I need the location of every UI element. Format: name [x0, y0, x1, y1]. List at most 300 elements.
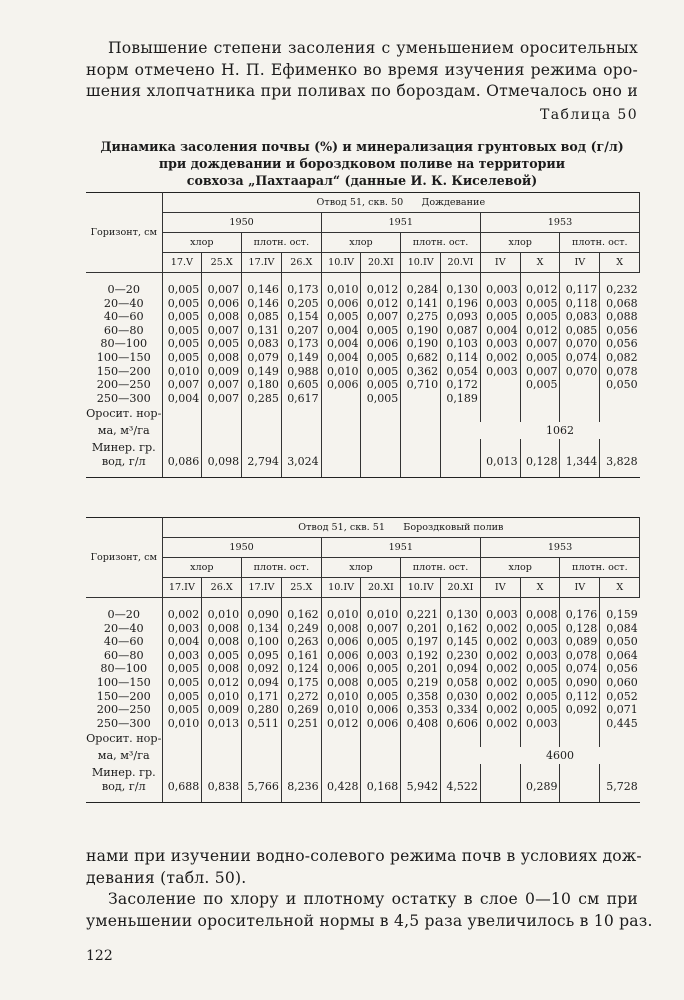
table-cell: 0,056	[600, 324, 640, 338]
table-cell: 0,009	[202, 365, 242, 379]
mineral-label-2: вод, г/л	[86, 780, 162, 803]
table-cell: 0,064	[600, 649, 640, 663]
table-cell: 0,003	[480, 365, 520, 379]
table-cell: 0,005	[520, 690, 560, 704]
table-cell: 0,682	[401, 351, 441, 365]
mineral-cell	[361, 455, 401, 478]
irrigation-row-2	[86, 747, 640, 764]
table-cell: 0,201	[401, 622, 441, 636]
date-header: 20.XI	[361, 578, 401, 598]
mineral-cell: 0,289	[520, 780, 560, 803]
table-cell: 0,207	[281, 324, 321, 338]
table-cell: 0,190	[401, 324, 441, 338]
table-cell: 0,010	[202, 690, 242, 704]
site-label: Отвод 51, скв. 51	[298, 522, 385, 533]
table-furrow	[86, 517, 640, 803]
date-header: 10.IV	[401, 578, 441, 598]
table-cell: 0,005	[162, 297, 202, 311]
table-cell	[480, 392, 520, 406]
table-cell	[600, 392, 640, 406]
horizon-label: 40—60	[103, 310, 144, 324]
table-cell: 0,005	[520, 662, 560, 676]
group-header: хлор	[162, 558, 242, 578]
table-cell: 0,008	[202, 635, 242, 649]
table-row	[86, 392, 640, 406]
table-cell: 0,056	[600, 337, 640, 351]
table-cell: 0,196	[441, 297, 481, 311]
table-cell: 0,006	[321, 297, 361, 311]
date-header: 17.V	[162, 253, 202, 273]
table-cell: 0,007	[202, 324, 242, 338]
table-cell: 0,002	[480, 622, 520, 636]
table-cell: 0,249	[281, 622, 321, 636]
table-cell: 0,058	[441, 676, 481, 690]
table-cell: 0,068	[600, 297, 640, 311]
table-cell: 0,130	[441, 283, 481, 297]
table-cell: 0,146	[242, 297, 282, 311]
table-cell: 0,173	[281, 337, 321, 351]
group-header: хлор	[321, 558, 401, 578]
date-header: IV	[560, 253, 600, 273]
table-cell: 0,005	[520, 378, 560, 392]
horizon-label: 200—250	[96, 703, 151, 717]
irrigation-label: Оросит. нор-	[86, 407, 162, 421]
mineral-label: Минер. гр.	[91, 440, 156, 454]
horizon-label: 20—40	[103, 296, 144, 310]
table-cell: 0,005	[162, 310, 202, 324]
table-cell: 0,083	[560, 310, 600, 324]
table-cell: 0,134	[242, 622, 282, 636]
date-header: 17.IV	[242, 578, 282, 598]
method-label: Бороздковый полив	[403, 522, 504, 533]
mineral-cell: 0,688	[162, 780, 202, 803]
irrigation-label: Оросит. нор-	[86, 732, 162, 746]
table-cell: 0,005	[361, 635, 401, 649]
table-cell: 0,003	[162, 622, 202, 636]
table-cell: 0,141	[401, 297, 441, 311]
table-cell: 0,128	[560, 622, 600, 636]
mineral-cell: 4,522	[441, 780, 481, 803]
table-cell: 0,005	[361, 676, 401, 690]
mineral-row-2	[86, 455, 640, 478]
table-cell: 0,093	[441, 310, 481, 324]
table-cell: 0,012	[520, 283, 560, 297]
mineral-cell: 0,838	[202, 780, 242, 803]
table-cell: 0,005	[361, 392, 401, 406]
table-cell: 0,090	[560, 676, 600, 690]
horizon-label: 100—150	[96, 675, 151, 689]
mineral-cell: 5,766	[242, 780, 282, 803]
table-cell: 0,082	[600, 351, 640, 365]
table-cell: 0,070	[560, 365, 600, 379]
date-header: 26.X	[202, 578, 242, 598]
group-header: плотн. ост.	[401, 558, 481, 578]
table-cell: 0,002	[162, 608, 202, 622]
table-cell: 0,175	[281, 676, 321, 690]
table-cell: 0,005	[162, 283, 202, 297]
caption-line: при дождевании и бороздковом поливе на территории	[158, 156, 566, 171]
year-header: 1950	[162, 538, 321, 558]
table-cell: 0,005	[361, 690, 401, 704]
table-cell: 0,070	[560, 337, 600, 351]
table-cell: 0,005	[520, 310, 560, 324]
date-header: 25.X	[281, 578, 321, 598]
table-cell: 0,004	[321, 324, 361, 338]
method-label: Дождевание	[421, 197, 486, 208]
group-header: хлор	[480, 233, 560, 253]
table-cell: 0,130	[441, 608, 481, 622]
table-cell: 0,002	[480, 676, 520, 690]
horizon-label: 0—20	[107, 283, 141, 296]
table-cell: 0,275	[401, 310, 441, 324]
table-row	[86, 649, 640, 663]
mineral-row	[86, 439, 640, 455]
horizon-label: 80—100	[100, 337, 148, 351]
table-cell: 0,005	[162, 690, 202, 704]
table-cell: 0,221	[401, 608, 441, 622]
table-cell: 0,006	[321, 662, 361, 676]
table-cell: 0,002	[480, 635, 520, 649]
table-cell: 0,060	[600, 676, 640, 690]
table-cell: 0,005	[321, 310, 361, 324]
mineral-cell: 3,828	[600, 455, 640, 478]
mineral-cell: 2,794	[242, 455, 282, 478]
table-cell: 0,012	[361, 297, 401, 311]
table-row	[86, 703, 640, 717]
table-cell: 0,002	[480, 717, 520, 731]
table-cell: 0,005	[361, 324, 401, 338]
paragraph-bottom	[86, 846, 642, 889]
date-header: X	[520, 253, 560, 273]
date-header: 25.X	[202, 253, 242, 273]
table-cell: 0,149	[242, 365, 282, 379]
table-cell: 0,003	[520, 717, 560, 731]
table-cell	[560, 378, 600, 392]
table-cell: 0,008	[520, 608, 560, 622]
table-row	[86, 608, 640, 622]
table-cell: 0,006	[361, 337, 401, 351]
table-cell	[401, 392, 441, 406]
table-row	[86, 324, 640, 338]
mineral-row-2	[86, 780, 640, 803]
text-line: уменьшении оросительной нормы в 4,5 раза увеличилось в 10 раз.	[86, 911, 653, 930]
table-cell: 0,007	[520, 365, 560, 379]
table-row	[86, 337, 640, 351]
table-cell: 0,004	[321, 337, 361, 351]
table-cell: 0,007	[520, 337, 560, 351]
table-cell: 0,006	[321, 635, 361, 649]
table-row	[86, 676, 640, 690]
date-header: IV	[480, 578, 520, 598]
table-cell: 0,334	[441, 703, 481, 717]
table-cell: 0,005	[520, 703, 560, 717]
table-cell: 0,005	[162, 703, 202, 717]
table-cell: 0,005	[162, 662, 202, 676]
horizon-label: 100—150	[96, 350, 151, 364]
table-cell: 0,085	[242, 310, 282, 324]
group-header: плотн. ост.	[401, 233, 481, 253]
table-cell: 0,112	[560, 690, 600, 704]
mineral-cell	[441, 455, 481, 478]
table-cell: 0,003	[520, 649, 560, 663]
date-header: 20.XI	[441, 578, 481, 598]
text-line: Засоление по хлору и плотному остатку в слое 0—10 см при	[108, 890, 638, 908]
table-cell: 0,002	[480, 351, 520, 365]
caption-line: Динамика засоления почвы (%) и минерализация грунтовых вод (г/л)	[100, 139, 624, 154]
table-cell: 0,005	[361, 351, 401, 365]
table-cell: 0,087	[441, 324, 481, 338]
table-cell: 0,263	[281, 635, 321, 649]
mineral-label: Минер. гр.	[91, 765, 156, 779]
date-header: 17.IV	[162, 578, 202, 598]
table-cell: 0,010	[361, 608, 401, 622]
caption-line: совхоза „Пахтаарал“ (данные И. К. Киселевой)	[186, 173, 538, 188]
table-cell: 0,010	[321, 365, 361, 379]
table-cell: 0,092	[242, 662, 282, 676]
table-cell: 0,012	[202, 676, 242, 690]
paragraph-top	[86, 38, 638, 103]
table-cell: 0,272	[281, 690, 321, 704]
table-row	[86, 283, 640, 297]
table-cell: 0,010	[321, 608, 361, 622]
table-cell: 0,004	[480, 324, 520, 338]
table-cell: 0,145	[441, 635, 481, 649]
table-cell: 0,006	[361, 703, 401, 717]
table-cell: 0,180	[242, 378, 282, 392]
table-cell: 0,003	[520, 635, 560, 649]
table-row	[86, 310, 640, 324]
table-cell: 0,010	[321, 703, 361, 717]
table-cell: 0,050	[600, 635, 640, 649]
table-cell: 0,008	[321, 622, 361, 636]
horizon-header: Горизонт, см	[86, 193, 162, 273]
table-row	[86, 717, 640, 731]
table-cell: 0,004	[162, 635, 202, 649]
table-cell: 0,005	[520, 622, 560, 636]
site-label: Отвод 51, скв. 50	[316, 197, 404, 208]
table-cell: 0,083	[242, 337, 282, 351]
table-cell: 0,088	[600, 310, 640, 324]
table-cell: 0,251	[281, 717, 321, 731]
table-cell: 0,988	[281, 365, 321, 379]
date-header: X	[600, 578, 640, 598]
horizon-label: 0—20	[107, 608, 141, 621]
mineral-cell	[401, 455, 441, 478]
table-cell: 0,054	[441, 365, 481, 379]
group-header: плотн. ост.	[242, 558, 322, 578]
table-cell: 0,007	[361, 622, 401, 636]
group-header: хлор	[480, 558, 560, 578]
year-header: 1950	[162, 213, 321, 233]
table-cell: 0,010	[162, 717, 202, 731]
mineral-cell: 5,942	[401, 780, 441, 803]
date-header: IV	[560, 578, 600, 598]
table-cell: 0,007	[202, 392, 242, 406]
mineral-cell: 0,086	[162, 455, 202, 478]
table-cell: 0,007	[361, 310, 401, 324]
table-cell: 0,074	[560, 662, 600, 676]
table-cell: 0,004	[162, 392, 202, 406]
table-cell: 0,003	[480, 297, 520, 311]
table-cell: 0,012	[361, 283, 401, 297]
horizon-label: 20—40	[103, 621, 144, 635]
table-cell: 0,010	[321, 283, 361, 297]
table-cell: 0,162	[441, 622, 481, 636]
table-cell: 0,189	[441, 392, 481, 406]
table-cell	[520, 392, 560, 406]
date-header: 20.XI	[361, 253, 401, 273]
table-cell: 0,005	[202, 649, 242, 663]
table-cell: 0,094	[441, 662, 481, 676]
table-row	[86, 622, 640, 636]
table-cell: 0,004	[321, 351, 361, 365]
table-cell: 0,176	[560, 608, 600, 622]
irrigation-value: 4600	[545, 749, 574, 763]
irrigation-row	[86, 405, 640, 422]
table-cell: 0,003	[480, 608, 520, 622]
header-site-method	[162, 518, 640, 538]
table-cell: 0,005	[162, 351, 202, 365]
table-row	[86, 662, 640, 676]
table-cell: 0,172	[441, 378, 481, 392]
year-header: 1953	[480, 538, 639, 558]
group-header: хлор	[321, 233, 401, 253]
table-cell: 0,090	[242, 608, 282, 622]
table-cell: 0,084	[600, 622, 640, 636]
table-cell: 0,605	[281, 378, 321, 392]
table-cell: 0,005	[520, 297, 560, 311]
text-line: нами при изучении водно-солевого режима почв в условиях дож-	[86, 847, 642, 865]
table-cell: 0,005	[480, 310, 520, 324]
group-header: плотн. ост.	[560, 558, 640, 578]
table-cell: 0,232	[600, 283, 640, 297]
table-label: Таблица 50	[540, 107, 638, 123]
table-row	[86, 690, 640, 704]
horizon-label: 80—100	[100, 662, 148, 676]
table-cell: 0,005	[361, 378, 401, 392]
mineral-cell	[321, 455, 361, 478]
table-cell: 0,013	[202, 717, 242, 731]
mineral-cell: 0,098	[202, 455, 242, 478]
table-row	[86, 351, 640, 365]
horizon-label: 250—300	[96, 391, 151, 405]
horizon-label: 60—80	[103, 323, 144, 337]
table-row	[86, 297, 640, 311]
table-cell: 0,003	[361, 649, 401, 663]
table-cell: 0,408	[401, 717, 441, 731]
table-cell: 0,005	[361, 662, 401, 676]
table-cell: 0,003	[480, 337, 520, 351]
table-row	[86, 365, 640, 379]
date-header: 26.X	[281, 253, 321, 273]
table-cell: 0,710	[401, 378, 441, 392]
table-cell: 0,445	[600, 717, 640, 731]
table-cell: 0,146	[242, 283, 282, 297]
date-header: 20.VI	[441, 253, 481, 273]
table-cell	[321, 392, 361, 406]
table-cell	[560, 717, 600, 731]
table-cell: 0,162	[281, 608, 321, 622]
page-number: 122	[86, 948, 113, 964]
table-cell: 0,197	[401, 635, 441, 649]
mineral-cell: 0,168	[361, 780, 401, 803]
table-cell: 0,285	[242, 392, 282, 406]
table-cell: 0,008	[202, 622, 242, 636]
mineral-cell: 1,344	[560, 455, 600, 478]
table-cell: 0,114	[441, 351, 481, 365]
year-header: 1951	[321, 213, 480, 233]
table-cell: 0,003	[480, 283, 520, 297]
table-cell: 0,006	[202, 297, 242, 311]
table-cell: 0,005	[361, 365, 401, 379]
year-header: 1953	[480, 213, 639, 233]
table-cell: 0,161	[281, 649, 321, 663]
table-cell: 0,131	[242, 324, 282, 338]
table-cell: 0,089	[560, 635, 600, 649]
table-cell: 0,005	[162, 324, 202, 338]
table-cell: 0,008	[202, 662, 242, 676]
table-cell: 0,010	[321, 690, 361, 704]
table-cell: 0,012	[520, 324, 560, 338]
table-caption	[86, 138, 638, 189]
mineral-cell: 3,024	[281, 455, 321, 478]
irrigation-value: 1062	[545, 424, 574, 438]
table-cell: 0,005	[520, 676, 560, 690]
date-header: 17.IV	[242, 253, 282, 273]
table-cell: 0,056	[600, 662, 640, 676]
date-header: 10.IV	[401, 253, 441, 273]
text-line: норм отмечено Н. П. Ефименко во время изучения режима оро-	[86, 60, 638, 79]
table-cell: 0,007	[162, 378, 202, 392]
table-cell: 0,117	[560, 283, 600, 297]
table-cell: 0,078	[560, 649, 600, 663]
year-header: 1951	[321, 538, 480, 558]
table-cell: 0,201	[401, 662, 441, 676]
table-cell: 0,008	[202, 351, 242, 365]
table-cell: 0,103	[441, 337, 481, 351]
table-cell: 0,010	[202, 608, 242, 622]
table-cell: 0,052	[600, 690, 640, 704]
table-cell: 0,205	[281, 297, 321, 311]
table-cell: 0,617	[281, 392, 321, 406]
mineral-label-2: вод, г/л	[86, 455, 162, 478]
table-cell: 0,002	[480, 703, 520, 717]
text-line: шения хлопчатника при поливах по бороздам. Отмечалось оно и	[86, 82, 638, 100]
table-cell: 0,050	[600, 378, 640, 392]
table-cell: 0,006	[321, 649, 361, 663]
table-cell: 0,079	[242, 351, 282, 365]
table-cell: 0,005	[162, 337, 202, 351]
table-cell: 0,007	[202, 283, 242, 297]
horizon-header: Горизонт, см	[86, 518, 162, 598]
table-cell: 0,074	[560, 351, 600, 365]
horizon-label: 150—200	[96, 364, 151, 378]
table-cell: 0,078	[600, 365, 640, 379]
irrigation-label-2: ма, м³/га	[97, 749, 150, 763]
table-cell: 0,085	[560, 324, 600, 338]
text-line: девания (табл. 50).	[86, 868, 247, 887]
table-cell: 0,006	[321, 378, 361, 392]
table-cell: 0,511	[242, 717, 282, 731]
mineral-row	[86, 764, 640, 780]
table-cell: 0,190	[401, 337, 441, 351]
group-header: плотн. ост.	[242, 233, 322, 253]
horizon-label: 60—80	[103, 648, 144, 662]
horizon-label: 250—300	[96, 716, 151, 730]
table-cell: 0,006	[361, 717, 401, 731]
mineral-cell: 5,728	[600, 780, 640, 803]
table-cell: 0,030	[441, 690, 481, 704]
